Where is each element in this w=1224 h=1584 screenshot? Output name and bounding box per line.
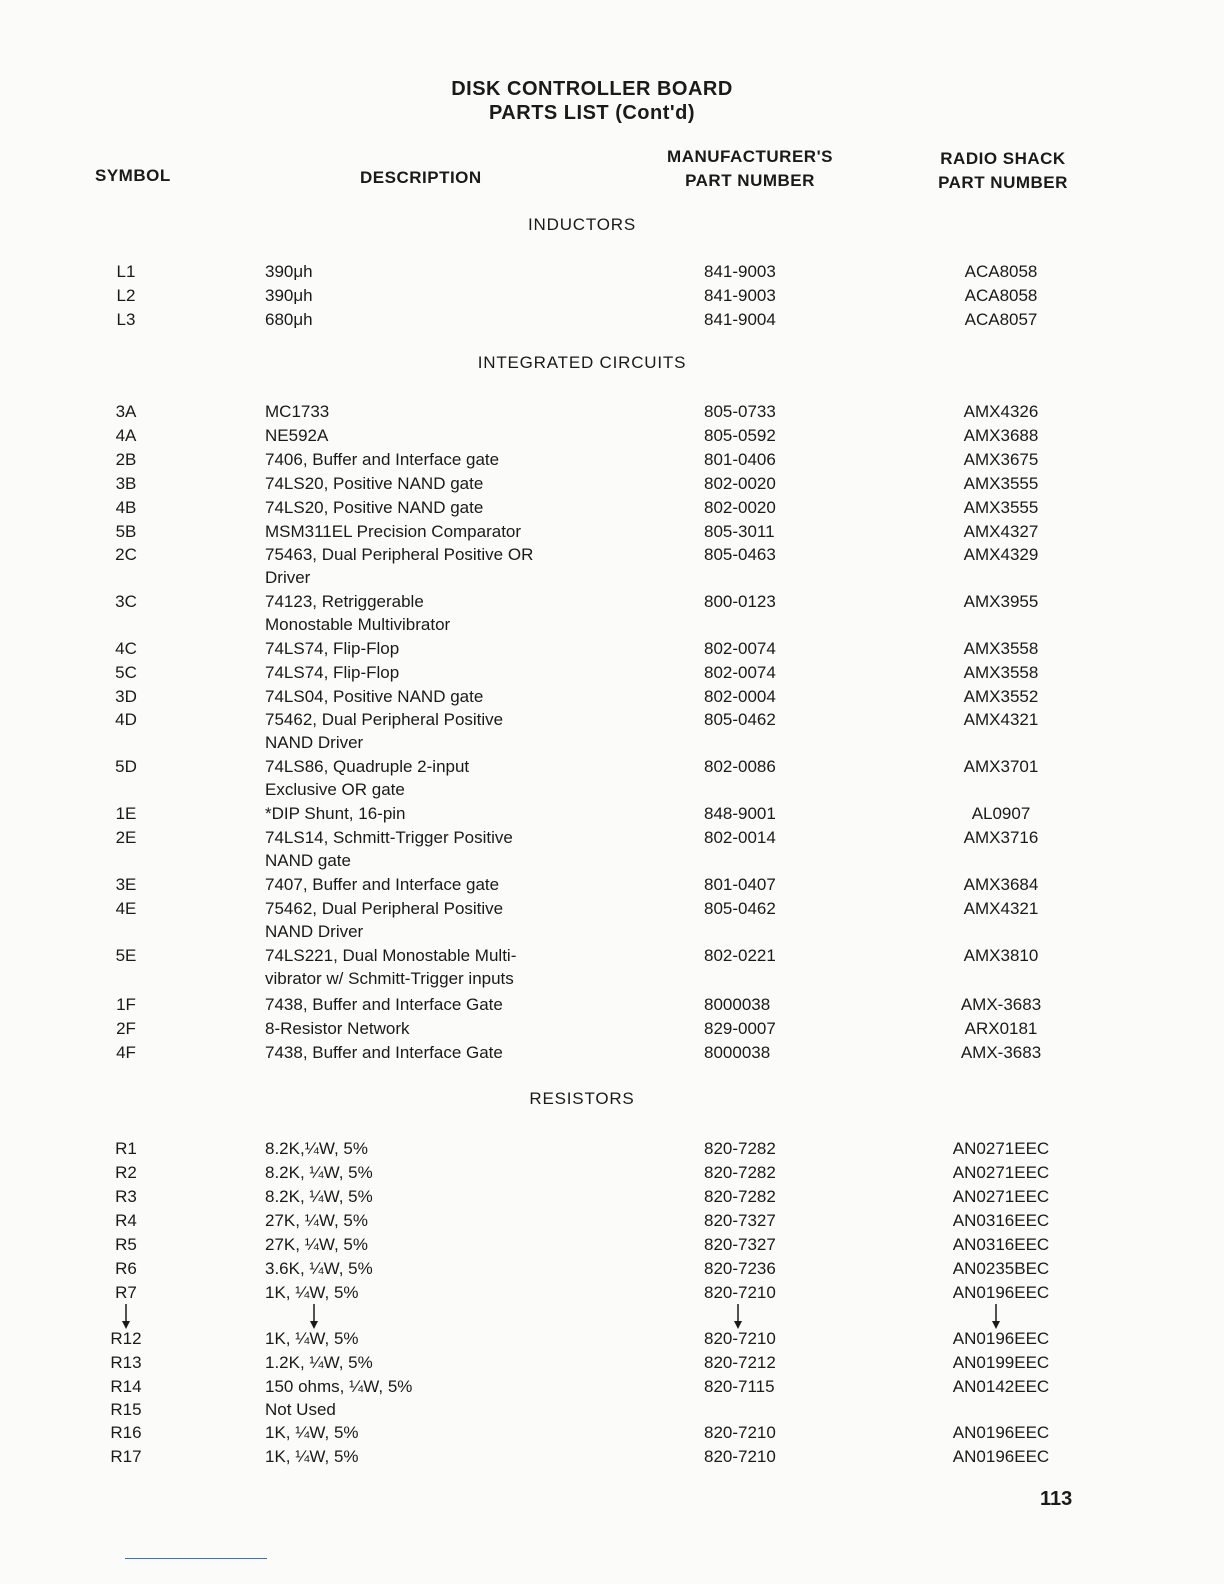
table-row [0,1209,1224,1233]
mfr-part-number: 802-0014 [704,828,776,847]
part-symbol: R12 [110,1329,142,1348]
radio-shack-part-number: AMX4321 [963,899,1039,918]
part-symbol: R2 [115,1163,137,1182]
radio-shack-part-number: ARX0181 [964,1019,1038,1038]
mfr-part-number: 820-7210 [704,1447,776,1466]
table-row [0,993,1224,1017]
radio-shack-part-number: AMX3716 [963,828,1039,847]
part-symbol: R3 [115,1187,137,1206]
mfr-part-number: 8000038 [704,1043,771,1062]
table-row [0,802,1224,826]
table-row [0,448,1224,472]
down-arrow-icon [990,1304,1002,1330]
header-description: DESCRIPTION [360,168,482,187]
mfr-part-number: 805-3011 [704,522,775,541]
radio-shack-part-number: AN0196EEC [952,1283,1050,1302]
mfr-part-number: 805-0462 [704,710,776,729]
table-row [0,1327,1224,1351]
part-description: MC1733 [265,402,330,421]
part-symbol: 1F [116,995,136,1014]
part-symbol: R5 [115,1235,137,1254]
mfr-part-number: 841-9003 [704,286,776,305]
radio-shack-part-number: AMX3558 [963,639,1039,658]
part-description: 7407, Buffer and Interface gate [265,875,500,894]
header-mfr-line1: MANUFACTURER'S [667,147,833,166]
table-row [0,543,1224,567]
radio-shack-part-number: AN0316EEC [952,1235,1050,1254]
down-arrow-icon [308,1304,320,1330]
part-symbol: 4D [115,710,137,729]
mfr-part-number: 802-0221 [704,946,776,965]
table-row [0,260,1224,284]
part-symbol: 4F [116,1043,136,1062]
radio-shack-part-number: AN0271EEC [952,1139,1050,1158]
part-symbol: 3A [115,402,137,421]
table-row [0,685,1224,709]
radio-shack-part-number: AMX3558 [963,663,1039,682]
mfr-part-number: 800-0123 [704,592,776,611]
mfr-part-number: 820-7210 [704,1423,776,1442]
mfr-part-number: 820-7115 [704,1377,775,1396]
part-symbol: L2 [116,286,136,305]
radio-shack-part-number: AMX3684 [963,875,1039,894]
radio-shack-part-number: AMX4327 [963,522,1039,541]
part-symbol: L1 [116,262,136,281]
radio-shack-part-number: AN0199EEC [952,1353,1050,1372]
part-symbol: R6 [115,1259,137,1278]
part-description-continued: Exclusive OR gate [265,780,405,799]
header-mfr-part-number [650,145,850,193]
radio-shack-part-number: AL0907 [971,804,1031,823]
part-description: 74LS04, Positive NAND gate [265,687,484,706]
down-arrow-icon [120,1304,132,1330]
part-description: 1K, ¼W, 5% [265,1283,359,1302]
mfr-part-number: 802-0086 [704,757,776,776]
part-description: *DIP Shunt, 16-pin [265,804,406,823]
part-description: 75462, Dual Peripheral Positive [265,710,504,729]
radio-shack-part-number: AMX4321 [963,710,1039,729]
part-description-continued: Monostable Multivibrator [265,615,451,634]
part-description: 8.2K, ¼W, 5% [265,1163,373,1182]
radio-shack-part-number: AN0196EEC [952,1447,1050,1466]
part-description: 75463, Dual Peripheral Positive OR [265,545,534,564]
table-row [0,1281,1224,1305]
table-row [0,424,1224,448]
radio-shack-part-number: AMX4329 [963,545,1039,564]
mfr-part-number: 805-0733 [704,402,776,421]
part-description: 74LS74, Flip-Flop [265,663,400,682]
part-symbol: R7 [115,1283,137,1302]
radio-shack-part-number: ACA8057 [964,310,1038,329]
part-symbol: 4B [115,498,137,517]
radio-shack-part-number: ACA8058 [964,262,1038,281]
mfr-part-number: 820-7327 [704,1211,776,1230]
part-description: NE592A [265,426,329,445]
table-row [0,661,1224,685]
part-symbol: L3 [116,310,136,329]
table-row [0,708,1224,732]
part-description: 75462, Dual Peripheral Positive [265,899,504,918]
table-row [0,1185,1224,1209]
page-number: 113 [1040,1488,1073,1510]
table-row [0,1041,1224,1065]
radio-shack-part-number: AMX4326 [963,402,1039,421]
section-resistors: RESISTORS [529,1089,635,1108]
mfr-part-number: 841-9003 [704,262,776,281]
table-row [0,590,1224,614]
part-symbol: R16 [110,1423,142,1442]
mfr-part-number: 829-0007 [704,1019,776,1038]
mfr-part-number: 848-9001 [704,804,776,823]
table-row [0,1398,1224,1422]
radio-shack-part-number: AN0271EEC [952,1163,1050,1182]
table-row [0,1161,1224,1185]
radio-shack-part-number: AMX3555 [963,474,1039,493]
part-description: MSM311EL Precision Comparator [265,522,522,541]
mfr-part-number: 820-7327 [704,1235,776,1254]
radio-shack-part-number: AMX3810 [963,946,1039,965]
table-row [0,897,1224,921]
table-row [0,472,1224,496]
part-description: 390μh [265,262,313,281]
part-description: 8.2K, ¼W, 5% [265,1187,373,1206]
radio-shack-part-number: AN0271EEC [952,1187,1050,1206]
part-description: 7438, Buffer and Interface Gate [265,995,503,1014]
mfr-part-number: 820-7236 [704,1259,776,1278]
mfr-part-number: 805-0462 [704,899,776,918]
part-description: 8-Resistor Network [265,1019,410,1038]
mfr-part-number: 802-0020 [704,474,776,493]
part-symbol: 5E [115,946,137,965]
radio-shack-part-number: AMX3688 [963,426,1039,445]
mfr-part-number: 802-0004 [704,687,776,706]
header-rs-line2: PART NUMBER [938,173,1068,192]
part-symbol: 2C [115,545,137,564]
table-row [0,1233,1224,1257]
part-symbol: 4A [115,426,137,445]
part-description-continued: NAND gate [265,851,351,870]
part-description: 390μh [265,286,313,305]
part-description-continued: NAND Driver [265,733,364,752]
part-description: 74LS20, Positive NAND gate [265,474,484,493]
part-symbol: 4C [115,639,137,658]
radio-shack-part-number: AN0196EEC [952,1423,1050,1442]
part-symbol: 2E [115,828,137,847]
part-symbol: R17 [110,1447,142,1466]
mfr-part-number: 820-7282 [704,1139,776,1158]
radio-shack-part-number: AMX3552 [963,687,1039,706]
part-symbol: R14 [110,1377,142,1396]
mfr-part-number: 802-0074 [704,663,776,682]
part-symbol: R15 [110,1400,142,1419]
part-symbol: 3D [115,687,137,706]
table-row [0,308,1224,332]
part-description: 7438, Buffer and Interface Gate [265,1043,503,1062]
table-row [0,1421,1224,1445]
mfr-part-number: 820-7210 [704,1283,776,1302]
radio-shack-part-number: AN0142EEC [952,1377,1050,1396]
radio-shack-part-number: AMX-3683 [960,995,1042,1014]
part-description: 74LS14, Schmitt-Trigger Positive [265,828,513,847]
part-symbol: 2B [115,450,137,469]
part-description: 3.6K, ¼W, 5% [265,1259,373,1278]
section-inductors: INDUCTORS [528,215,636,234]
radio-shack-part-number: AMX3555 [963,498,1039,517]
mfr-part-number: 841-9004 [704,310,776,329]
part-description: 74LS86, Quadruple 2-input [265,757,470,776]
radio-shack-part-number: AMX3955 [963,592,1039,611]
table-row [0,755,1224,779]
footer-rule [125,1558,267,1559]
radio-shack-part-number: AMX3701 [963,757,1039,776]
part-description-continued: NAND Driver [265,922,364,941]
mfr-part-number: 801-0407 [704,875,776,894]
part-description: 74LS20, Positive NAND gate [265,498,484,517]
table-row [0,1017,1224,1041]
mfr-part-number: 820-7282 [704,1163,776,1182]
down-arrow-icon [732,1304,744,1330]
page-title: DISK CONTROLLER BOARD [451,78,733,100]
part-description: 27K, ¼W, 5% [265,1211,368,1230]
radio-shack-part-number: AMX-3683 [960,1043,1042,1062]
mfr-part-number: 805-0592 [704,426,776,445]
radio-shack-part-number: AN0196EEC [952,1329,1050,1348]
mfr-part-number: 820-7210 [704,1329,776,1348]
part-description: 8.2K,¼W, 5% [265,1139,368,1158]
radio-shack-part-number: AN0235BEC [952,1259,1050,1278]
part-description: 27K, ¼W, 5% [265,1235,368,1254]
part-description: 74LS74, Flip-Flop [265,639,400,658]
header-mfr-line2: PART NUMBER [685,171,815,190]
table-row [0,400,1224,424]
part-description: 150 ohms, ¼W, 5% [265,1377,413,1396]
mfr-part-number: 802-0074 [704,639,776,658]
header-symbol: SYMBOL [95,166,171,185]
part-description: Not Used [265,1400,336,1419]
part-symbol: 1E [115,804,137,823]
table-row [0,1137,1224,1161]
part-description: 7406, Buffer and Interface gate [265,450,500,469]
part-symbol: R4 [115,1211,137,1230]
part-symbol: 2F [116,1019,136,1038]
part-description: 680μh [265,310,313,329]
part-description: 74LS221, Dual Monostable Multi- [265,946,517,965]
part-description: 1K, ¼W, 5% [265,1423,359,1442]
part-description-continued: Driver [265,568,311,587]
part-description: 1K, ¼W, 5% [265,1329,359,1348]
part-symbol: 3E [115,875,137,894]
mfr-part-number: 802-0020 [704,498,776,517]
table-row [0,826,1224,850]
radio-shack-part-number: AMX3675 [963,450,1039,469]
part-description: 74123, Retriggerable [265,592,424,611]
mfr-part-number: 805-0463 [704,545,776,564]
part-symbol: 5B [115,522,137,541]
mfr-part-number: 820-7282 [704,1187,776,1206]
mfr-part-number: 801-0406 [704,450,776,469]
part-symbol: R13 [110,1353,142,1372]
table-row [0,873,1224,897]
radio-shack-part-number: AN0316EEC [952,1211,1050,1230]
part-symbol: 4E [115,899,137,918]
part-description-continued: vibrator w/ Schmitt-Trigger inputs [265,969,514,988]
table-row [0,1445,1224,1469]
part-description: 1.2K, ¼W, 5% [265,1353,373,1372]
part-symbol: 5D [115,757,137,776]
table-row [0,520,1224,544]
mfr-part-number: 820-7212 [704,1353,776,1372]
table-row [0,284,1224,308]
page-subtitle: PARTS LIST (Cont'd) [488,102,696,124]
part-symbol: R1 [115,1139,137,1158]
table-row [0,944,1224,968]
table-row [0,637,1224,661]
mfr-part-number: 8000038 [704,995,771,1014]
table-row [0,1257,1224,1281]
section-integrated-circuits: INTEGRATED CIRCUITS [477,353,687,372]
part-symbol: 3C [115,592,137,611]
table-row [0,1375,1224,1399]
part-symbol: 3B [115,474,137,493]
header-rs-part-number [918,147,1088,195]
part-symbol: 5C [115,663,137,682]
radio-shack-part-number: ACA8058 [964,286,1038,305]
table-row [0,1351,1224,1375]
table-row [0,496,1224,520]
part-description: 1K, ¼W, 5% [265,1447,359,1466]
header-rs-line1: RADIO SHACK [940,149,1066,168]
